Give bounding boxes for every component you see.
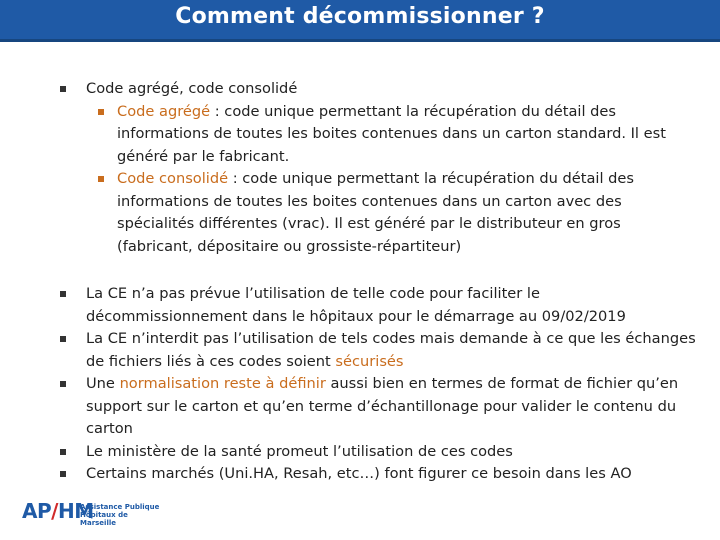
bullet-text: Le ministère de la santé promeut l’utilisation de ces codes	[86, 442, 513, 460]
logo-part-b: HM	[57, 499, 94, 523]
slide-content	[58, 78, 698, 486]
bullet-text-post: aussi bien en termes de format de fichier qu’en support sur le carton et qu’en terme d’échantillonage pour valider le contenu du carton	[86, 375, 679, 437]
bullet-item-codes	[58, 78, 698, 258]
bullet-text: La CE n’a pas prévue l’utilisation de telle code pour faciliter le décommissionnement dans le hôpitaux pour le démarrage au 09/02/2019	[86, 285, 626, 325]
highlight-code-consolide: Code consolidé	[117, 170, 229, 187]
highlight-code-agrege: Code agrégé	[117, 102, 211, 120]
bullet-list	[58, 78, 698, 486]
sub-bullet-text: : code unique permettant la récupération du détail des informations de toutes les boites contenues dans un carton avec des spécialités différentes (vrac). Il est généré par le distributeur en gros (fabricant, dépositaire ou grossiste-répartiteur)	[117, 170, 634, 255]
bullet-item-marches	[58, 463, 698, 486]
bullet-marker	[60, 336, 66, 342]
logo-sub-line2: Hôpitaux de Marseille	[80, 511, 128, 527]
bullet-marker	[60, 291, 66, 297]
title-bar-edge	[0, 39, 720, 42]
sub-bullet-code-agrege	[88, 101, 698, 169]
aphm-logo	[22, 499, 162, 535]
title-bar	[0, 0, 720, 42]
bullet-item-normalisation	[58, 373, 698, 441]
bullet-marker	[60, 471, 66, 477]
spacer	[58, 258, 698, 283]
highlight-securises: sécurisés	[335, 352, 404, 370]
highlight-normalisation: normalisation reste à définir	[119, 375, 326, 392]
bullet-text: Certains marchés (Uni.HA, Resah, etc…) font figurer ce besoin dans les AO	[86, 465, 632, 482]
logo-subtitle	[80, 503, 162, 527]
bullet-marker	[60, 381, 66, 387]
logo-sub-line1: Assistance Publique	[80, 503, 160, 511]
sub-bullet-marker	[98, 109, 104, 115]
sub-bullet-list	[88, 101, 698, 259]
bullet-text: Code agrégé, code consolidé	[86, 80, 298, 97]
sub-bullet-text: : code unique permettant la récupération du détail des informations de toutes les boites contenues dans un carton standard. Il est généré par le fabricant.	[117, 102, 666, 165]
slide-title: Comment décommissionner ?	[175, 4, 545, 29]
bullet-text-pre: Une	[86, 375, 120, 392]
sub-bullet-code-consolide	[88, 168, 698, 258]
sub-bullet-marker	[98, 176, 104, 182]
logo-slash: /	[51, 499, 58, 523]
bullet-marker	[60, 86, 66, 92]
bullet-item-ce-interdit	[58, 328, 698, 373]
bullet-item-ministere	[58, 441, 698, 464]
bullet-marker	[60, 449, 66, 455]
logo-part-a: AP	[22, 499, 52, 523]
bullet-text: La CE n’interdit pas l’utilisation de tels codes mais demande à ce que les échanges de fichiers liés à ces codes soient	[86, 330, 696, 370]
bullet-item-ce-prevue	[58, 283, 698, 328]
